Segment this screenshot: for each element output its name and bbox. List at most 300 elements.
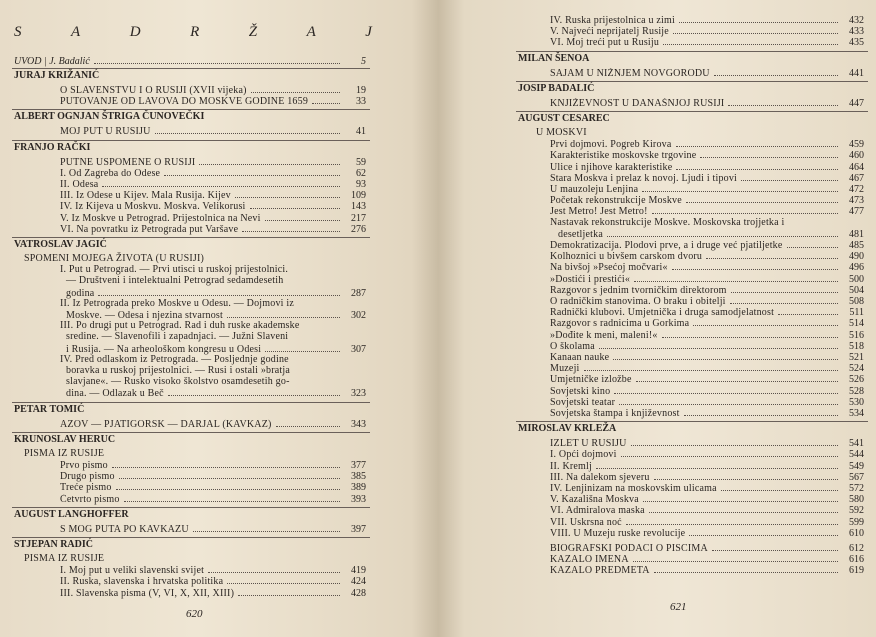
toc-entry[interactable] (550, 205, 864, 217)
toc-entry[interactable] (60, 587, 366, 599)
leader-dots (631, 437, 838, 446)
toc-entry[interactable] (60, 459, 366, 471)
leader-dots (652, 205, 838, 214)
toc-entry[interactable] (550, 448, 864, 460)
leader-dots (250, 200, 340, 209)
entry-title: UVOD | J. Badalić (14, 56, 90, 67)
entry-page: 490 (849, 251, 864, 263)
leader-dots (642, 183, 838, 192)
entry-title: IV. Ruska prijestolnica u zimi (550, 15, 675, 26)
heading-letter: J (365, 24, 374, 40)
leader-dots (607, 228, 838, 237)
toc-entry[interactable] (550, 239, 864, 251)
leader-dots (251, 84, 340, 93)
page-number-left: 620 (186, 608, 203, 620)
entry-page: 323 (351, 388, 366, 400)
entry-title: II. Kremlj (550, 460, 592, 472)
entry-title: III. Slavenska pisma (V, VI, X, XII, XIII) (60, 587, 235, 599)
subsection-title: PISMA IZ RUSIJE (24, 447, 105, 459)
entry-title: I. Moj put u veliki slavenski svijet (60, 565, 205, 577)
entry-page: 508 (849, 296, 864, 307)
toc-entry[interactable] (550, 396, 864, 408)
entry-title: U mauzoleju Lenjina (550, 184, 639, 195)
toc-entry[interactable] (60, 189, 366, 201)
entry-title: Početak rekonstrukcije Moskve (550, 195, 682, 207)
entry-page: 619 (849, 565, 864, 577)
leader-dots (102, 178, 340, 187)
entry-page: 534 (849, 408, 864, 419)
entry-page: 93 (356, 179, 366, 190)
toc-entry[interactable] (550, 250, 864, 262)
entry-title: O SLAVENSTVU I O RUSIJI (XVII vijeka) (60, 85, 247, 96)
right-page (438, 0, 876, 637)
entry-title: Jest Metro! Jest Metro! (550, 206, 648, 218)
leader-dots (689, 527, 838, 536)
section-rule (516, 51, 868, 52)
section-rule (12, 402, 370, 403)
toc-entry-uvod[interactable] (14, 55, 366, 67)
author-name: MILAN ŠENOA (518, 52, 590, 64)
toc-entry[interactable] (550, 25, 864, 37)
entry-page: 59 (356, 156, 366, 168)
section-rule (12, 68, 370, 69)
leader-dots (312, 95, 340, 104)
entry-title: IV. Lenjinizam na moskovskim ulicama (550, 483, 717, 494)
entry-page: 528 (849, 385, 864, 397)
toc-entry[interactable] (60, 223, 366, 235)
leader-dots (654, 564, 838, 573)
author-name: JOSIP BADALIĆ (518, 82, 595, 94)
entry-title: Razgovor s jednim tvorničkim direktorom (550, 284, 727, 296)
leader-dots (672, 261, 838, 270)
entry-page: 464 (849, 161, 864, 173)
entry-page: 143 (351, 201, 366, 213)
page-number-right: 621 (670, 601, 687, 613)
entry-title: KAZALO PREDMETA (550, 565, 650, 577)
entry-title: Drugo pismo (60, 471, 115, 483)
entry-title: VI. Moj treći put u Rusiju (550, 37, 660, 49)
entry-page: 41 (356, 126, 366, 138)
entry-line: boravka u ruskoj prijestolnici. — Rusi i ostali »bratja (66, 365, 291, 376)
entry-page: 580 (849, 494, 864, 506)
leader-dots (265, 212, 340, 221)
entry-title: »Dođite k meni, maleni!« (550, 329, 658, 341)
leader-dots (619, 396, 838, 405)
leader-dots (721, 482, 838, 491)
entry-page: 62 (356, 167, 366, 179)
toc-entry[interactable] (550, 362, 864, 374)
leader-dots (124, 493, 340, 502)
entry-page: 377 (351, 460, 366, 471)
leader-dots (116, 481, 340, 490)
leader-dots (787, 239, 838, 248)
entry-title: Kanaan nauke (550, 352, 610, 363)
toc-entry[interactable] (60, 178, 366, 190)
heading-letter: R (190, 24, 202, 40)
toc-entry[interactable] (60, 493, 366, 505)
entry-title: KNJIŽEVNOST U DANAŠNJOJ RUSIJI (550, 97, 725, 109)
leader-dots (686, 194, 838, 203)
entry-page: 459 (849, 139, 864, 151)
entry-page: 518 (849, 340, 864, 352)
entry-page: 572 (849, 483, 864, 494)
entry-title: II. Ruska, slavenska i hrvatska politika (60, 576, 224, 588)
entry-page: 599 (849, 516, 864, 528)
entry-page: 549 (849, 460, 864, 472)
toc-entry[interactable] (66, 287, 366, 299)
toc-entry[interactable] (60, 84, 366, 96)
section-rule (12, 537, 370, 538)
entry-page: 460 (849, 150, 864, 162)
toc-entry[interactable] (550, 97, 864, 109)
entry-title: desetljetka (558, 228, 603, 240)
entry-line: — Društveni i intelektualni Petrograd sedamdesetih (66, 275, 284, 287)
leader-dots (643, 493, 838, 502)
toc-entry[interactable] (60, 212, 366, 224)
entry-title: Četvrto pismo (60, 493, 120, 505)
subsection-title: SPOMENI MOJEGA ŽIVOTA (U RUSIJI) (24, 253, 205, 264)
leader-dots (654, 471, 838, 480)
entry-title: dina. — Odlazak u Beč (66, 388, 164, 400)
entry-page: 516 (849, 329, 864, 341)
toc-entry[interactable] (60, 564, 366, 576)
entry-page: 481 (849, 228, 864, 240)
entry-line: IV. Pred odlaskom iz Petrograda. — Posljednje godine (60, 353, 289, 365)
leader-dots (728, 97, 838, 106)
entry-page: 473 (849, 195, 864, 207)
toc-entry[interactable] (550, 493, 864, 505)
toc-entry[interactable] (66, 387, 366, 399)
leader-dots (663, 36, 838, 45)
heading-letter: S (14, 24, 24, 40)
leader-dots (614, 385, 838, 394)
leader-dots (155, 125, 340, 134)
entry-title: BIOGRAFSKI PODACI O PISCIMA (550, 543, 708, 554)
toc-entry[interactable] (550, 564, 864, 576)
toc-entry[interactable] (550, 407, 864, 419)
entry-page: 435 (849, 37, 864, 49)
entry-page: 472 (849, 184, 864, 195)
toc-entry[interactable] (550, 516, 864, 528)
entry-page: 217 (351, 212, 366, 224)
entry-title: PUTNE USPOMENE O RUSIJI (60, 156, 196, 168)
toc-entry[interactable] (60, 167, 366, 179)
entry-line: Nastavak rekonstrukcije Moskve. Moskovska trojjetka i (550, 216, 785, 228)
entry-title: Karakteristike moskovske trgovine (550, 150, 697, 162)
section-rule (12, 140, 370, 141)
entry-title: III. Na dalekom sjeveru (550, 471, 650, 483)
entry-page: 514 (849, 318, 864, 330)
leader-dots (778, 306, 838, 315)
leader-dots (714, 67, 838, 76)
toc-entry[interactable] (550, 36, 864, 48)
toc-entry[interactable] (558, 228, 864, 240)
entry-page: 524 (849, 363, 864, 375)
toc-entry[interactable] (60, 418, 366, 430)
entry-title: I. Od Zagreba do Odese (60, 167, 161, 179)
toc-entry[interactable] (550, 317, 864, 329)
entry-page: 343 (351, 418, 366, 430)
leader-dots (700, 149, 838, 158)
toc-entry[interactable] (60, 125, 366, 137)
entry-page: 485 (849, 240, 864, 251)
toc-entry[interactable] (550, 14, 864, 26)
entry-page: 567 (849, 471, 864, 483)
entry-title: Na bivšoj »Psećoj močvari« (550, 262, 668, 274)
entry-title: Prvi dojmovi. Pogreb Kirova (550, 139, 672, 151)
entry-title: Muzeji (550, 363, 580, 375)
leader-dots (98, 287, 340, 296)
author-name: MIROSLAV KRLEŽA (518, 423, 617, 435)
entry-page: 432 (849, 15, 864, 26)
toc-entry[interactable] (550, 261, 864, 273)
entry-page: 302 (351, 310, 366, 321)
toc-entry[interactable] (60, 575, 366, 587)
leader-dots (227, 309, 340, 318)
entry-title: Sovjetski kino (550, 385, 611, 397)
leader-dots (741, 172, 838, 181)
section-rule (12, 237, 370, 238)
leader-dots (227, 575, 340, 584)
section-rule (516, 81, 868, 82)
entry-title: O školama (550, 340, 595, 352)
author-name: KRUNOSLAV HERUC (14, 433, 116, 445)
toc-entry[interactable] (550, 351, 864, 363)
leader-dots (634, 273, 838, 282)
entry-title: SAJAM U NIŽNJEM NOVGORODU (550, 67, 710, 79)
section-rule (12, 507, 370, 508)
entry-page: 441 (849, 67, 864, 79)
entry-page: 287 (351, 287, 366, 299)
author-name: FRANJO RAČKI (14, 141, 91, 153)
leader-dots (676, 138, 838, 147)
entry-page: 5 (361, 56, 366, 67)
leader-dots (193, 523, 340, 532)
toc-entry[interactable] (550, 504, 864, 516)
entry-title: Radnički klubovi. Umjetnička i druga samodjelatnost (550, 307, 775, 319)
toc-entry[interactable] (66, 343, 366, 355)
author-name: AUGUST LANGHOFFER (14, 508, 129, 520)
toc-entry[interactable] (60, 481, 366, 493)
entry-page: 276 (351, 223, 366, 235)
entry-page: 307 (351, 343, 366, 355)
section-rule (12, 432, 370, 433)
toc-entry[interactable] (550, 385, 864, 397)
entry-title: Sovjetska štampa i književnost (550, 408, 680, 419)
section-rule (516, 111, 868, 112)
entry-page: 511 (849, 307, 864, 319)
leader-dots (168, 387, 340, 396)
entry-page: 419 (351, 565, 366, 577)
entry-page: 496 (849, 262, 864, 274)
entry-title: Kolhoznici u bivšem carskom dvoru (550, 251, 703, 263)
toc-entry[interactable] (550, 340, 864, 352)
leader-dots (662, 329, 838, 338)
entry-page: 544 (849, 449, 864, 461)
toc-entry[interactable] (550, 437, 864, 449)
toc-entry[interactable] (550, 306, 864, 318)
heading-letter: D (129, 24, 143, 40)
toc-entry[interactable] (550, 284, 864, 296)
entry-page: 385 (351, 471, 366, 483)
entry-page: 616 (849, 554, 864, 566)
entry-title: MOJ PUT U RUSIJU (60, 126, 151, 138)
subsection-title: PISMA IZ RUSIJE (24, 553, 105, 564)
leader-dots (712, 542, 838, 551)
entry-title: III. Iz Odese u Kijev. Mala Rusija. Kijev (60, 190, 231, 202)
entry-page: 393 (351, 493, 366, 505)
entry-title: V. Iz Moskve u Petrograd. Prijestolnica na Nevi (60, 212, 261, 224)
entry-title: I. Opći dojmovi (550, 449, 617, 461)
toc-entry[interactable] (550, 482, 864, 494)
entry-page: 530 (849, 396, 864, 408)
entry-page: 612 (849, 543, 864, 554)
entry-title: Umjetničke izložbe (550, 374, 632, 386)
entry-page: 477 (849, 206, 864, 218)
toc-entry[interactable] (550, 149, 864, 161)
leader-dots (599, 340, 838, 349)
author-name: VATROSLAV JAGIĆ (14, 239, 107, 250)
toc-entry[interactable] (550, 471, 864, 483)
entry-page: 467 (849, 172, 864, 184)
entry-title: IZLET U RUSIJU (550, 438, 627, 450)
heading-letter: A (306, 24, 318, 40)
toc-entry[interactable] (550, 553, 864, 565)
entry-page: 424 (351, 576, 366, 588)
contents-heading (14, 24, 374, 41)
leader-dots (621, 448, 838, 457)
entry-title: Demokratizacija. Plodovi prve, a i druge već pjatiljetke (550, 240, 783, 251)
subsection-title: U MOSKVI (536, 127, 587, 138)
entry-page: 428 (351, 587, 366, 599)
entry-page: 504 (849, 284, 864, 296)
author-name: JURAJ KRIŽANIĆ (14, 70, 100, 81)
heading-letter: A (71, 24, 83, 40)
toc-entry[interactable] (60, 200, 366, 212)
entry-page: 610 (849, 527, 864, 539)
leader-dots (633, 553, 838, 562)
toc-entry[interactable] (550, 67, 864, 79)
entry-title: VI. Na povratku iz Petrograda put Varšave (60, 223, 239, 235)
entry-title: O radničkim stanovima. O braku i obitelji (550, 296, 726, 307)
entry-page: 389 (351, 482, 366, 494)
toc-entry[interactable] (550, 542, 864, 554)
leader-dots (119, 470, 340, 479)
entry-line: I. Put u Petrograd. — Prvi utisci u ruskoj prijestolnici. (60, 264, 289, 276)
toc-entry[interactable] (60, 95, 366, 107)
toc-entry[interactable] (60, 470, 366, 482)
author-name: AUGUST CESAREC (518, 113, 610, 124)
toc-entry[interactable] (66, 309, 366, 321)
leader-dots (693, 317, 838, 326)
leader-dots (676, 161, 838, 170)
entry-page: 433 (849, 26, 864, 38)
entry-page: 33 (356, 96, 366, 108)
entry-page: 592 (849, 505, 864, 517)
entry-page: 397 (351, 523, 366, 535)
entry-page: 109 (351, 190, 366, 202)
leader-dots (626, 516, 838, 525)
toc-entry[interactable] (550, 295, 864, 307)
heading-letter: Ž (248, 24, 260, 40)
leader-dots (706, 250, 838, 259)
toc-entry[interactable] (550, 161, 864, 173)
entry-title: Ulice i njihove karakteristike (550, 161, 673, 173)
entry-title: II. Odesa (60, 179, 99, 190)
toc-entry[interactable] (550, 194, 864, 206)
entry-title: VIII. U Muzeju ruske revolucije (550, 527, 686, 539)
entry-line: slavjane«. — Rusko visoko školstvo osamdesetih go- (66, 376, 290, 388)
entry-line: III. Po drugi put u Petrograd. Rad i duh ruske akademske (60, 320, 300, 332)
leader-dots (276, 418, 340, 427)
entry-page: 526 (849, 374, 864, 386)
entry-page: 541 (849, 438, 864, 450)
leader-dots (265, 343, 340, 352)
entry-page: 500 (849, 273, 864, 285)
toc-entry[interactable] (550, 172, 864, 184)
entry-title: Sovjetski teatar (550, 396, 616, 408)
toc-entry[interactable] (550, 183, 864, 195)
leader-dots (235, 189, 340, 198)
entry-title: godina (66, 287, 95, 299)
entry-title: V. Najveći neprijatelj Rusije (550, 26, 669, 38)
leader-dots (596, 460, 838, 469)
entry-title: i Rusija. — Na arheološkom kongresu u Odesi (66, 343, 262, 355)
entry-title: IV. Iz Kijeva u Moskvu. Moskva. Velikorusi (60, 201, 246, 213)
author-name: STJEPAN RADIĆ (14, 539, 93, 550)
entry-title: Razgovor s radnicima u Gorkima (550, 318, 690, 330)
toc-entry[interactable] (550, 329, 864, 341)
leader-dots (679, 14, 838, 23)
entry-title: VII. Uskrsna noć (550, 516, 622, 528)
entry-title: Treće pismo (60, 482, 112, 494)
leader-dots (730, 295, 838, 304)
toc-entry[interactable] (60, 523, 366, 535)
leader-dots (94, 55, 340, 64)
entry-title: PUTOVANJE OD LAVOVA DO MOSKVE GODINE 1659 (60, 96, 309, 108)
entry-title: Prvo pismo (60, 460, 108, 471)
toc-entry[interactable] (550, 527, 864, 539)
toc-entry[interactable] (550, 138, 864, 150)
entry-title: AZOV — PJATIGORSK — DARJAL (KAVKAZ) (60, 418, 272, 430)
leader-dots (242, 223, 340, 232)
entry-title: S MOG PUTA PO KAVKAZU (60, 523, 189, 535)
toc-entry[interactable] (60, 156, 366, 168)
entry-title: KAZALO IMENA (550, 554, 629, 566)
leader-dots (613, 351, 838, 360)
leader-dots (731, 284, 838, 293)
leader-dots (636, 373, 838, 382)
entry-title: »Dostići i prestići« (550, 273, 631, 285)
leader-dots (208, 564, 340, 573)
entry-title: VI. Admiralova maska (550, 505, 645, 517)
toc-entry[interactable] (550, 273, 864, 285)
entry-page: 447 (849, 97, 864, 109)
entry-title: Moskve. — Odesa i njezina stvarnost (66, 310, 223, 321)
author-name: ALBERT OGNJAN ŠTRIGA ČUNOVEČKI (14, 111, 205, 123)
entry-title: V. Kazališna Moskva (550, 494, 639, 506)
entry-page: 521 (849, 352, 864, 363)
leader-dots (684, 407, 838, 416)
author-name: PETAR TOMIĆ (14, 403, 85, 415)
entry-title: Stara Moskva i prelaz k novoj. Ljudi i tipovi (550, 172, 738, 184)
leader-dots (649, 504, 838, 513)
toc-entry[interactable] (550, 460, 864, 472)
leader-dots (164, 167, 340, 176)
toc-entry[interactable] (550, 373, 864, 385)
entry-line: sredine. — Slavenofili i zapadnjaci. — Južni Slaveni (66, 331, 289, 343)
leader-dots (238, 587, 340, 596)
